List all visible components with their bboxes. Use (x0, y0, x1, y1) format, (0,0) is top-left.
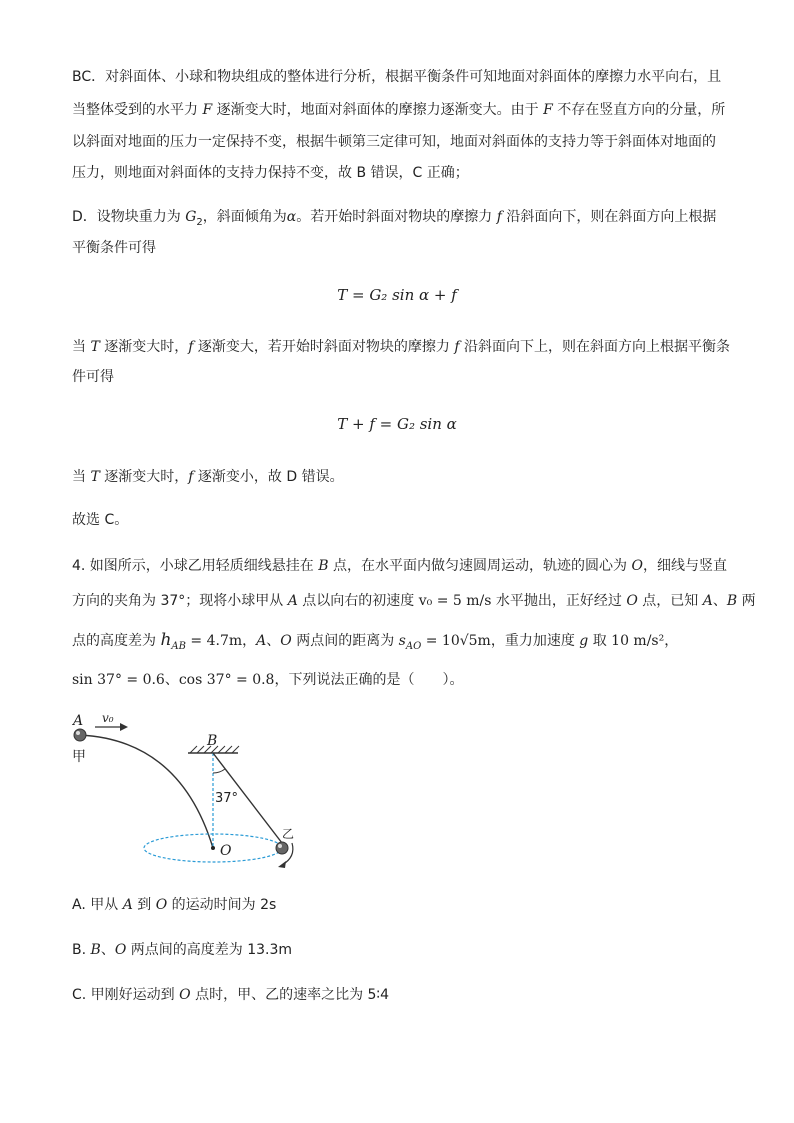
text: 逐渐变小，故 D 错误。 (193, 469, 344, 485)
text: 不存在竖直方向的分量，所 (552, 102, 726, 118)
equation-1: T = G₂ sin α + f (337, 286, 457, 304)
text: 水平抛出，正好经过 (491, 593, 627, 609)
text: 。若开始时斜面对物块的摩擦力 (296, 209, 497, 225)
equation-2: T + f = G₂ sin α (337, 415, 457, 433)
var-f: f (454, 339, 460, 355)
var-o: O (631, 558, 643, 574)
text: 沿斜面向下上，则在斜面方向上根据平衡条 (459, 339, 730, 355)
text: 、 (712, 593, 727, 609)
subscript: AO (405, 640, 422, 652)
text: 两点间的高度差为 13.3m (126, 942, 293, 958)
d-line-2: 平衡条件可得 (72, 240, 156, 256)
text: A. 甲从 (72, 897, 123, 913)
d-line-3 (72, 338, 730, 356)
angle-arc (213, 769, 225, 773)
text: 4. 如图所示，小球乙用轻质细线悬挂在 (72, 558, 319, 574)
text: 点的高度差为 (72, 633, 161, 649)
label-jia: 甲 (72, 749, 86, 765)
text: 沿斜面向下，则在斜面方向上根据 (501, 209, 717, 225)
formula-sin: sin 37° = 0.6 (72, 672, 165, 688)
text: 点，已知 (637, 593, 703, 609)
var-b: B (318, 558, 329, 574)
label-o: O (220, 843, 232, 859)
text: 两 (737, 593, 756, 609)
bc-line-3: 以斜面对地面的压力一定保持不变，根据牛顿第三定律可知，地面对斜面体的支持力等于斜面体对地面的 (72, 134, 716, 150)
text: 到 (132, 897, 156, 913)
var-b: B (726, 593, 738, 609)
var-o: O (114, 942, 127, 958)
label-b: B (207, 733, 218, 749)
option-a (72, 896, 276, 914)
d-line-4: 件可得 (72, 369, 114, 385)
text: 当整体受到的水平力 (72, 102, 203, 118)
var-o: O (155, 897, 168, 913)
text: 点时，甲、乙的速率之比为 5∶4 (190, 987, 389, 1003)
text: 逐渐变大，若开始时斜面对物块的摩擦力 (193, 339, 455, 355)
text: 当 (72, 339, 91, 355)
ball-highlight (278, 844, 282, 848)
var-s: s (398, 633, 406, 649)
text: 两点间的距离为 (291, 633, 399, 649)
var-f: f (188, 469, 194, 485)
var-g: g (579, 633, 589, 649)
text: C. 甲刚好运动到 (72, 987, 180, 1003)
var-f: F (543, 102, 553, 118)
d-line-1 (72, 208, 716, 232)
text: 的运动时间为 2s (167, 897, 277, 913)
text: 逐渐变大时， (99, 469, 189, 485)
text: B. (72, 942, 91, 958)
var-o: O (179, 987, 191, 1003)
bc-line-2 (72, 101, 725, 119)
text: 逐渐变大时， (99, 339, 189, 355)
bc-line-4: 压力，则地面对斜面体的支持力保持不变，故 B 错误，C 正确； (72, 165, 469, 181)
trajectory-curve (80, 735, 213, 848)
formula-g: 取 10 m/s² (588, 633, 665, 649)
q4-line-3 (72, 631, 678, 656)
ball-jia-icon (74, 729, 86, 741)
bc-line-1: BC．对斜面体、小球和物块组成的整体进行分析，根据平衡条件可知地面对斜面体的摩擦力水平向右，且 (72, 69, 722, 85)
arrow-head-icon (120, 723, 128, 731)
var-t: T (90, 469, 100, 485)
var-h: h (160, 630, 172, 650)
text: 当 (72, 469, 91, 485)
var-t: T (90, 339, 100, 355)
option-b (72, 941, 292, 959)
text: 点以向右的初速度 (297, 593, 419, 609)
var-b: B (90, 942, 101, 958)
text: ，斜面倾角为 (202, 209, 287, 225)
var-a: A (256, 633, 267, 649)
formula-cos: cos 37° = 0.8 (178, 672, 275, 688)
formula-hab: = 4.7m (185, 633, 243, 649)
label-angle: 37° (215, 791, 239, 806)
answer-line: 故选 C。 (72, 512, 129, 528)
projectile-pendulum-figure (60, 705, 320, 880)
subscript: 2 (196, 216, 203, 228)
var-a: A (287, 593, 298, 609)
q4-line-2 (72, 592, 756, 610)
rotation-arrow-head-icon (278, 861, 286, 868)
center-o-dot (211, 846, 215, 850)
text: 、 (266, 633, 281, 649)
ball-yi-icon (276, 842, 288, 854)
q4-line-4 (72, 671, 463, 689)
var-a: A (122, 897, 133, 913)
var-f: F (202, 102, 213, 118)
var-g: G (185, 209, 197, 225)
text: 、 (164, 672, 179, 688)
text: ，下列说法正确的是（ ）。 (274, 672, 464, 688)
text: 逐渐变大时，地面对斜面体的摩擦力逐渐变大。由于 (212, 102, 544, 118)
formula-sao: = 10√5m (421, 633, 491, 649)
text: ， (242, 633, 257, 649)
var-f: f (188, 339, 194, 355)
var-o: O (626, 593, 638, 609)
var-a: A (702, 593, 713, 609)
text: ， (664, 633, 679, 649)
option-c (72, 986, 389, 1004)
q4-line-1 (72, 557, 727, 575)
var-f: f (496, 209, 502, 225)
text: D．设物块重力为 (72, 209, 186, 225)
var-o: O (280, 633, 292, 649)
text: 点，在水平面内做匀速圆周运动，轨迹的圆心为 (328, 558, 632, 574)
label-a: A (73, 713, 84, 729)
text: 、 (100, 942, 115, 958)
var-alpha: α (286, 209, 297, 225)
ball-highlight (76, 731, 80, 735)
subscript: AB (171, 640, 186, 652)
text: ，重力加速度 (490, 633, 580, 649)
label-v0: v₀ (102, 711, 114, 725)
label-yi: 乙 (282, 827, 295, 841)
formula-v0: v₀ = 5 m/s (418, 593, 492, 609)
text: ，细线与竖直 (642, 558, 727, 574)
text: 方向的夹角为 37°；现将小球甲从 (72, 593, 288, 609)
d-line-5 (72, 468, 344, 486)
